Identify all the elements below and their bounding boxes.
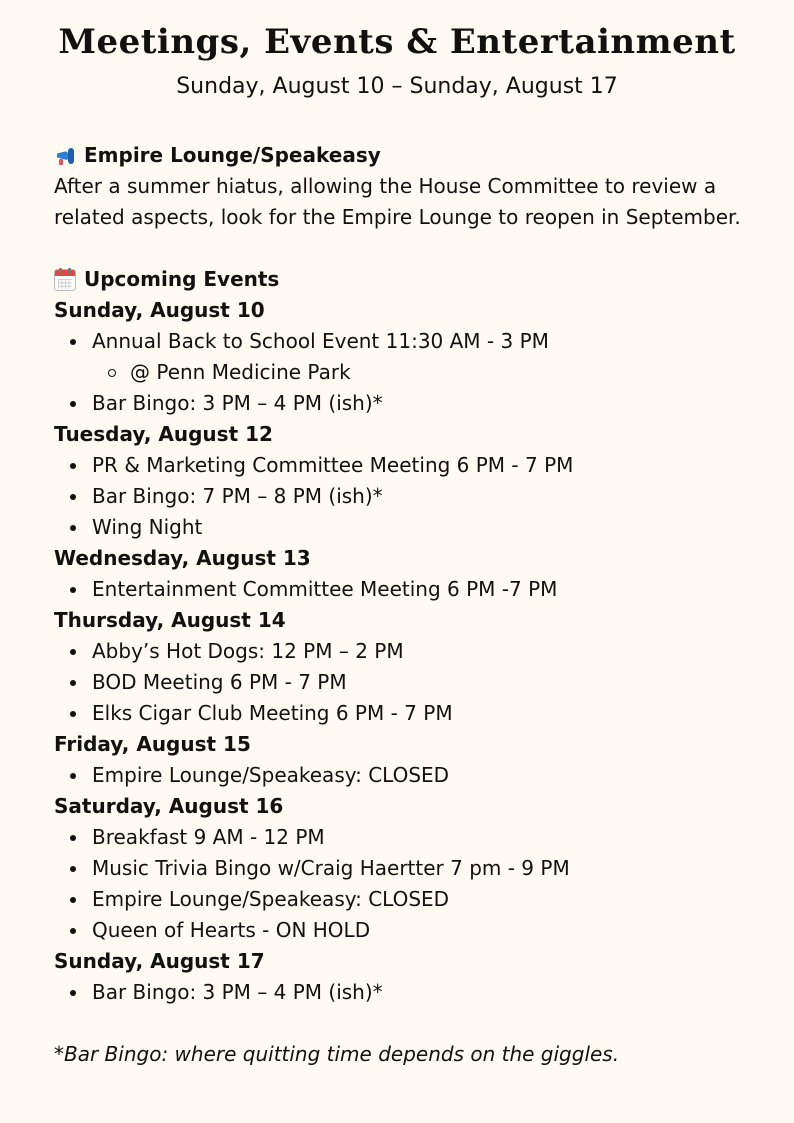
- events-heading-text: Upcoming Events: [84, 267, 280, 291]
- event-list: [54, 450, 744, 543]
- event-list: [54, 636, 744, 729]
- event-item: PR & Marketing Committee Meeting 6 PM - 7 PM: [92, 450, 744, 481]
- event-item: [92, 326, 744, 388]
- event-item: Wing Night: [92, 512, 744, 543]
- event-item: Bar Bingo: 3 PM – 4 PM (ish)*: [92, 388, 744, 419]
- day-heading: Saturday, August 16: [54, 794, 284, 818]
- event-list: [54, 760, 744, 791]
- lounge-description: After a summer hiatus, allowing the House Committee to review a related aspects, look for the Empire Lounge to reopen in September.: [54, 174, 741, 229]
- event-list: [54, 574, 744, 605]
- event-text: Annual Back to School Event 11:30 AM - 3 PM: [92, 329, 549, 353]
- calendar-icon: [54, 269, 76, 291]
- event-sublist: [92, 357, 744, 388]
- day-heading: Sunday, August 10: [54, 298, 265, 322]
- megaphone-icon: [54, 145, 76, 167]
- event-item: Bar Bingo: 3 PM – 4 PM (ish)*: [92, 977, 744, 1008]
- event-item: BOD Meeting 6 PM - 7 PM: [92, 667, 744, 698]
- day-heading: Sunday, August 17: [54, 949, 265, 973]
- event-item: Elks Cigar Club Meeting 6 PM - 7 PM: [92, 698, 744, 729]
- event-item: Bar Bingo: 7 PM – 8 PM (ish)*: [92, 481, 744, 512]
- event-item: Music Trivia Bingo w/Craig Haertter 7 pm - 9 PM: [92, 853, 744, 884]
- event-item: Empire Lounge/Speakeasy: CLOSED: [92, 884, 744, 915]
- day-heading: Wednesday, August 13: [54, 546, 311, 570]
- event-item: Abby’s Hot Dogs: 12 PM – 2 PM: [92, 636, 744, 667]
- event-subitem: @ Penn Medicine Park: [130, 357, 744, 388]
- footnote: *Bar Bingo: where quitting time depends on the giggles.: [54, 1042, 620, 1066]
- event-item: Breakfast 9 AM - 12 PM: [92, 822, 744, 853]
- event-item: Queen of Hearts - ON HOLD: [92, 915, 744, 946]
- event-list: [54, 822, 744, 946]
- day-heading: Friday, August 15: [54, 732, 251, 756]
- event-item: Empire Lounge/Speakeasy: CLOSED: [92, 760, 744, 791]
- event-list: [54, 977, 744, 1008]
- lounge-heading: [54, 140, 744, 171]
- day-heading: Thursday, August 14: [54, 608, 286, 632]
- event-list: [54, 326, 744, 419]
- lounge-heading-text: Empire Lounge/Speakeasy: [84, 143, 381, 167]
- day-heading: Tuesday, August 12: [54, 422, 273, 446]
- event-item: Entertainment Committee Meeting 6 PM -7 PM: [92, 574, 744, 605]
- page-title: Meetings, Events & Entertainment: [58, 22, 736, 62]
- content: [54, 140, 744, 1070]
- events-heading: [54, 264, 744, 295]
- date-range: Sunday, August 10 – Sunday, August 17: [176, 74, 618, 99]
